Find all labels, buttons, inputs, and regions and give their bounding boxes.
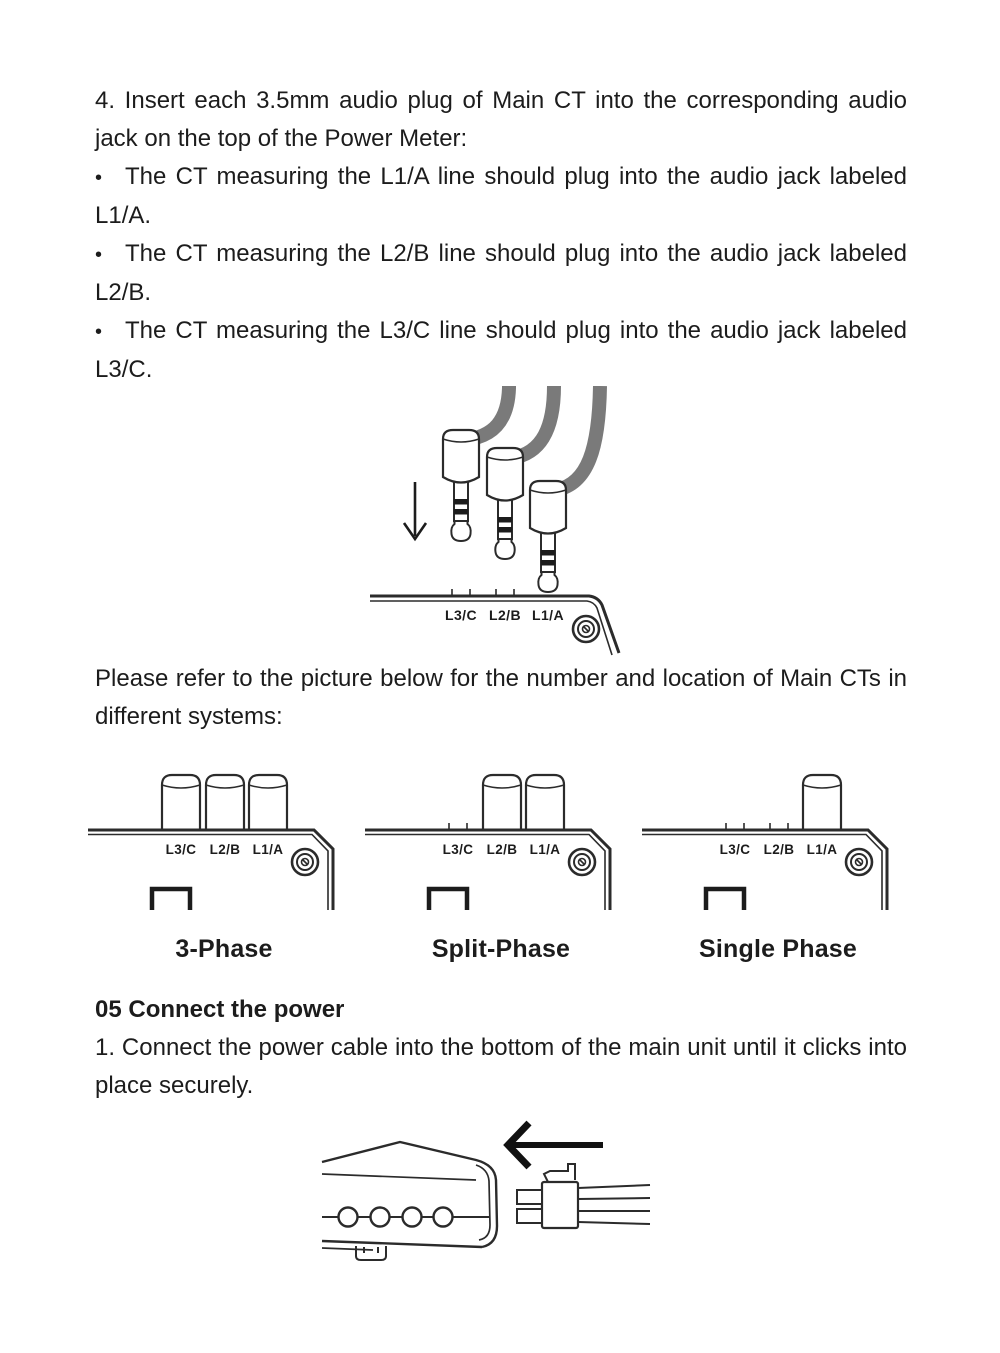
jack-label: L3/C: [442, 842, 474, 857]
step4-section: [95, 82, 907, 389]
connector-wires: [578, 1185, 650, 1224]
mount-clip: [706, 889, 744, 910]
jack-label: L1/A: [529, 842, 561, 857]
jack-label: L3/C: [165, 842, 197, 857]
jack-label: L2/B: [486, 842, 518, 857]
main-unit-outline: [322, 1142, 497, 1250]
bullet-text: The CT measuring the L3/C line should plug into the audio jack labeled L3/C.: [95, 317, 907, 383]
caption-3-phase: 3-Phase: [175, 935, 273, 963]
figure-single-phase: [640, 773, 894, 910]
bullet-icon: •: [95, 321, 103, 343]
jack-label: L1/A: [806, 842, 838, 857]
bullet-icon: •: [95, 244, 103, 266]
bottom-clip: [356, 1246, 386, 1260]
power-connector: [517, 1164, 650, 1228]
audio-plug-icon: [249, 775, 287, 830]
jack-label: L3/C: [445, 607, 477, 623]
jack-label: L1/A: [532, 607, 564, 623]
connector-pin: [517, 1190, 542, 1204]
connector-latch: [544, 1164, 575, 1182]
figure-3-phase: [86, 773, 340, 910]
bullet-text: The CT measuring the L2/B line should plug into the audio jack labeled L2/B.: [95, 240, 907, 306]
note-section: [95, 660, 907, 736]
figure-split-phase: [363, 773, 617, 910]
figure-power-cable: [318, 1108, 658, 1273]
caption-single-phase: Single Phase: [698, 935, 857, 963]
figure-plug-insertion: [368, 386, 628, 658]
step5-heading: 05 Connect the power: [95, 996, 345, 1023]
jack-label: L2/B: [489, 607, 521, 623]
step5-text: 1. Connect the power cable into the bottom of the main unit until it clicks into place securely.: [95, 1034, 907, 1099]
jack-label: L1/A: [252, 842, 284, 857]
step4-bullet-3: [95, 312, 907, 389]
screw-icon: [573, 616, 599, 642]
mount-clip: [152, 889, 190, 910]
screw-icon: [569, 849, 595, 875]
down-arrow-icon: [404, 482, 426, 539]
jack-label: L3/C: [719, 842, 751, 857]
audio-plug-icon: [206, 775, 244, 830]
audio-plug-icon: [443, 430, 479, 541]
step4-bullet-1: [95, 158, 907, 235]
screw-icon: [846, 849, 872, 875]
step4-bullet-2: [95, 235, 907, 312]
audio-plug-icon: [487, 448, 523, 559]
ct-cables: [464, 386, 600, 490]
screw-icon: [292, 849, 318, 875]
audio-plug-icon: [803, 775, 841, 830]
step5-section: [95, 1029, 907, 1105]
left-arrow-icon: [508, 1123, 603, 1167]
audio-plug-icon: [530, 481, 566, 592]
jack-label: L2/B: [209, 842, 241, 857]
mount-clip: [429, 889, 467, 910]
jack-label: L2/B: [763, 842, 795, 857]
connector-body: [542, 1182, 578, 1228]
step4-intro: 4. Insert each 3.5mm audio plug of Main CT into the corresponding audio jack on the top of the Power Meter:: [95, 87, 907, 152]
note-text: Please refer to the picture below for the number and location of Main CTs in different systems:: [95, 665, 907, 730]
audio-plug-icon: [526, 775, 564, 830]
connector-pin: [517, 1209, 542, 1223]
audio-plug-icon: [483, 775, 521, 830]
audio-plug-icon: [162, 775, 200, 830]
bullet-icon: •: [95, 167, 103, 189]
caption-split-phase: Split-Phase: [431, 935, 571, 963]
bullet-text: The CT measuring the L1/A line should plug into the audio jack labeled L1/A.: [95, 163, 907, 229]
